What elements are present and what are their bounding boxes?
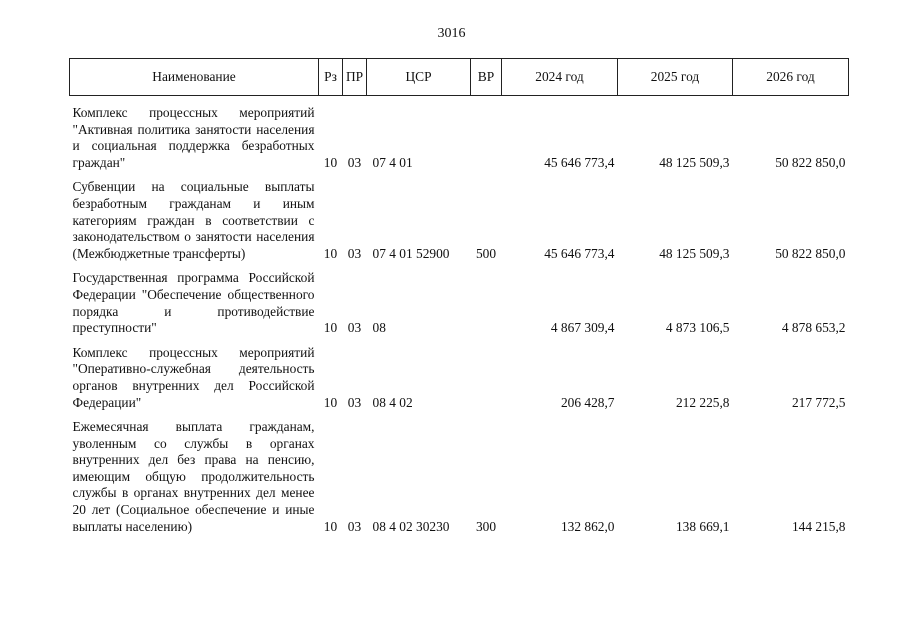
row-csr: 08 4 02 (372, 394, 413, 410)
row-2025: 212 225,8 (675, 394, 730, 410)
row-2026: 4 878 653,2 (781, 320, 846, 336)
row-rz: 10 (323, 320, 338, 336)
page-number: 3016 (437, 26, 466, 41)
row-2026: 217 772,5 (791, 394, 846, 410)
header-rz: Рз (319, 59, 343, 96)
row-rz: 10 (323, 245, 338, 261)
header-2025: 2025 год (618, 59, 733, 96)
table-row (70, 341, 849, 415)
table-row (70, 96, 849, 176)
row-name: Ежемесячная выплата гражданам, уволенным со службы в органах внутренних дел без права на пенсию, имеющим общую продолжительность службы в органах внутренних дел менее 20 лет (Социальное обеспечение и иные выплаты населению) (72, 419, 315, 534)
row-name: Комплекс процессных мероприятий "Оперативно-служебная деятельность органов внутренних дел Российской Федерации" (72, 344, 315, 410)
row-2026: 50 822 850,0 (775, 245, 846, 261)
row-csr: 08 4 02 30230 (372, 518, 450, 534)
row-vr (471, 266, 502, 340)
table-row (70, 175, 849, 266)
row-pr: 03 (347, 245, 362, 261)
row-2026: 50 822 850,0 (775, 154, 846, 170)
row-2025: 48 125 509,3 (659, 245, 730, 261)
header-pr: ПР (343, 59, 367, 96)
header-vr: ВР (471, 59, 502, 96)
row-name: Государственная программа Российской Федерации "Обеспечение общественного порядка и противодействие преступности" (72, 270, 315, 336)
row-pr: 03 (347, 394, 362, 410)
row-vr (471, 96, 502, 176)
header-2026: 2026 год (733, 59, 849, 96)
row-name: Комплекс процессных мероприятий "Активная политика занятости населения и социальная поддержка безработных граждан" (72, 105, 315, 170)
budget-table (69, 58, 849, 539)
row-name: Субвенции на социальные выплаты безработным гражданам и иным категориям граждан в соответствии с законодательством о занятости населения (Межбюджетные трансферты) (72, 179, 315, 261)
row-csr: 07 4 01 52900 (372, 245, 450, 261)
row-2024: 45 646 773,4 (544, 154, 615, 170)
row-vr: 500 (475, 245, 497, 261)
row-2025: 4 873 106,5 (665, 320, 730, 336)
row-2024: 132 862,0 (560, 518, 615, 534)
row-csr: 07 4 01 (372, 154, 413, 170)
row-2026: 144 215,8 (791, 518, 846, 534)
row-pr: 03 (347, 320, 362, 336)
row-2024: 45 646 773,4 (544, 245, 615, 261)
header-row (70, 59, 849, 96)
row-pr: 03 (347, 518, 362, 534)
table-row (70, 266, 849, 340)
header-name: Наименование (70, 59, 319, 96)
row-rz: 10 (323, 394, 338, 410)
row-vr: 300 (475, 518, 497, 534)
row-vr (471, 341, 502, 415)
row-2024: 206 428,7 (560, 394, 615, 410)
header-2024: 2024 год (502, 59, 618, 96)
row-rz: 10 (323, 518, 338, 534)
row-2025: 138 669,1 (675, 518, 730, 534)
row-rz: 10 (323, 154, 338, 170)
header-csr: ЦСР (367, 59, 471, 96)
row-2025: 48 125 509,3 (659, 154, 730, 170)
row-csr: 08 (372, 320, 386, 336)
row-pr: 03 (347, 154, 362, 170)
table-row (70, 415, 849, 539)
row-2024: 4 867 309,4 (550, 320, 615, 336)
